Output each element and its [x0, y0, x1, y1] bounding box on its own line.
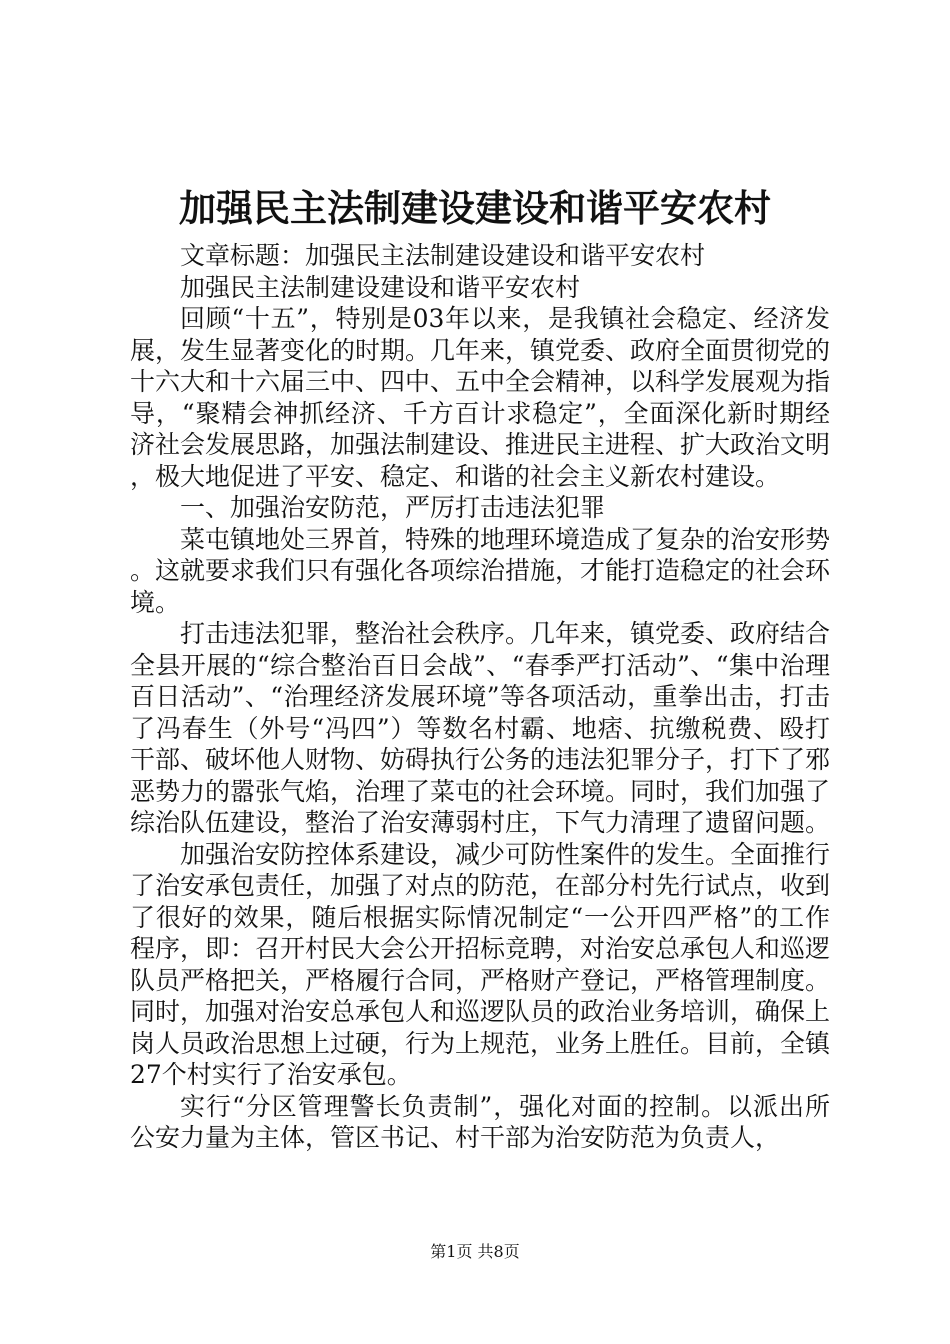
document-body: [130, 240, 830, 1154]
paragraph-prevention-system: 加强治安防控体系建设，减少可防性案件的发生。全面推行了治安承包责任，加强了对点的防范，在部分村先行试点，收到了很好的效果，随后根据实际情况制定“一公开四严格”的工作程序，即：召开村民大会公开招标竞聘，对治安总承包人和巡逻队员严格把关，严格履行合同，严格财产登记，严格管理制度。同时，加强对治安总承包人和巡逻队员的政治业务培训，确保上岗人员政治思想上过硬，行为上规范，业务上胜任。目前，全镇27个村实行了治安承包。: [130, 839, 831, 1089]
page-footer: 第1页 共8页: [430, 1242, 520, 1261]
paragraph-crackdown: 打击违法犯罪，整治社会秩序。几年来，镇党委、政府结合全县开展的“综合整治百日会战”、“春季严打活动”、“集中治理百日活动”、“治理经济发展环境”等各项活动，重拳出击，打击了冯春生（外号“冯四”）等数名村霸、地痞、抗缴税费、殴打干部、破坏他人财物、妨碍执行公务的违法犯罪分子，打下了邪恶势力的嚣张气焰，治理了菜屯的社会环境。同时，我们加强了综治队伍建设，整治了治安薄弱村庄，下气力清理了遗留问题。: [130, 619, 831, 837]
paragraph-district-management: 实行“分区管理警长负责制”，强化对面的控制。以派出所公安力量为主体，管区书记、村干部为治安防范为负责人，: [130, 1091, 830, 1152]
paragraph-situation: 菜屯镇地处三界首，特殊的地理环境造成了复杂的治安形势。这就要求我们只有强化各项综治措施，才能打造稳定的社会环境。: [130, 524, 831, 617]
paragraph-article-title: 文章标题：加强民主法制建设建设和谐平安农村: [180, 241, 706, 270]
paragraph-review: 回顾“十五”，特别是03年以来，是我镇社会稳定、经济发展，发生显著变化的时期。几年来，镇党委、政府全面贯彻党的十六大和十六届三中、四中、五中全会精神，以科学发展观为指导，“聚精会神抓经济、千方百计求稳定”，全面深化新时期经济社会发展思路，加强法制建设、推进民主进程、扩大政治文明，极大地促进了平安、稳定、和谐的社会主义新农村建设。: [130, 304, 831, 491]
paragraph-subtitle: 加强民主法制建设建设和谐平安农村: [180, 272, 581, 302]
section-heading-1: 一、加强治安防范，严厉打击违法犯罪: [180, 493, 606, 522]
document-title: 加强民主法制建设建设和谐平安农村: [179, 186, 771, 230]
